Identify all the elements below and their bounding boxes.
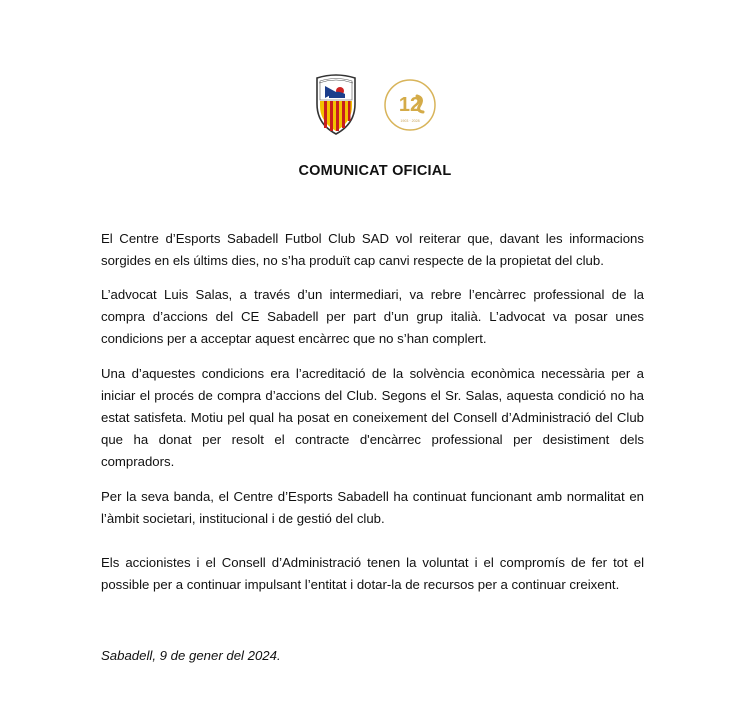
statement-body bbox=[101, 228, 644, 596]
paragraph-3: Una d’aquestes condicions era l’acreditació de la solvència econòmica necessària per a iniciar el procés de compra d’accions del Club. Segons el Sr. Salas, aquesta condició no ha estat satisfeta. Motiu pel qual ha posat en coneixement del Consell d’Administració del Club que ha donat per resolt el contracte d'encàrrec professional per desistiment dels compradors. bbox=[101, 366, 644, 469]
signature-date: Sabadell, 9 de gener del 2024. bbox=[101, 648, 281, 663]
paragraph-4: Per la seva banda, el Centre d’Esports Sabadell ha continuat funcionant amb normalitat en l’àmbit societari, institucional i de gestió del club. bbox=[101, 489, 644, 526]
paragraph-5: Els accionistes i el Consell d’Administració tenen la voluntat i el compromís de fer tot el possible per a continuar impulsant l’entitat i dotar-la de recursos per a continuar creixent. bbox=[101, 555, 644, 592]
svg-text:1903 · 2028: 1903 · 2028 bbox=[400, 119, 420, 123]
paragraph-1: El Centre d’Esports Sabadell Futbol Club SAD vol reiterar que, davant les informacions sorgides en els últims dies, no s’ha produït cap canvi respecte de la propietat del club. bbox=[101, 231, 644, 268]
page-title: COMUNICAT OFICIAL bbox=[298, 163, 452, 179]
paragraph-2: L’advocat Luis Salas, a través d’un intermediari, va rebre l’encàrrec professional de la compra d’accions del CE Sabadell per part d’un grup italià. L’advocat va posar unes condicions per a acceptar aquest encàrrec que no s’han complert. bbox=[101, 287, 644, 346]
club-crest-logo bbox=[311, 74, 361, 136]
header-logos bbox=[0, 74, 750, 136]
anniversary-125-logo bbox=[383, 78, 437, 132]
svg-text:12: 12 bbox=[398, 94, 422, 116]
